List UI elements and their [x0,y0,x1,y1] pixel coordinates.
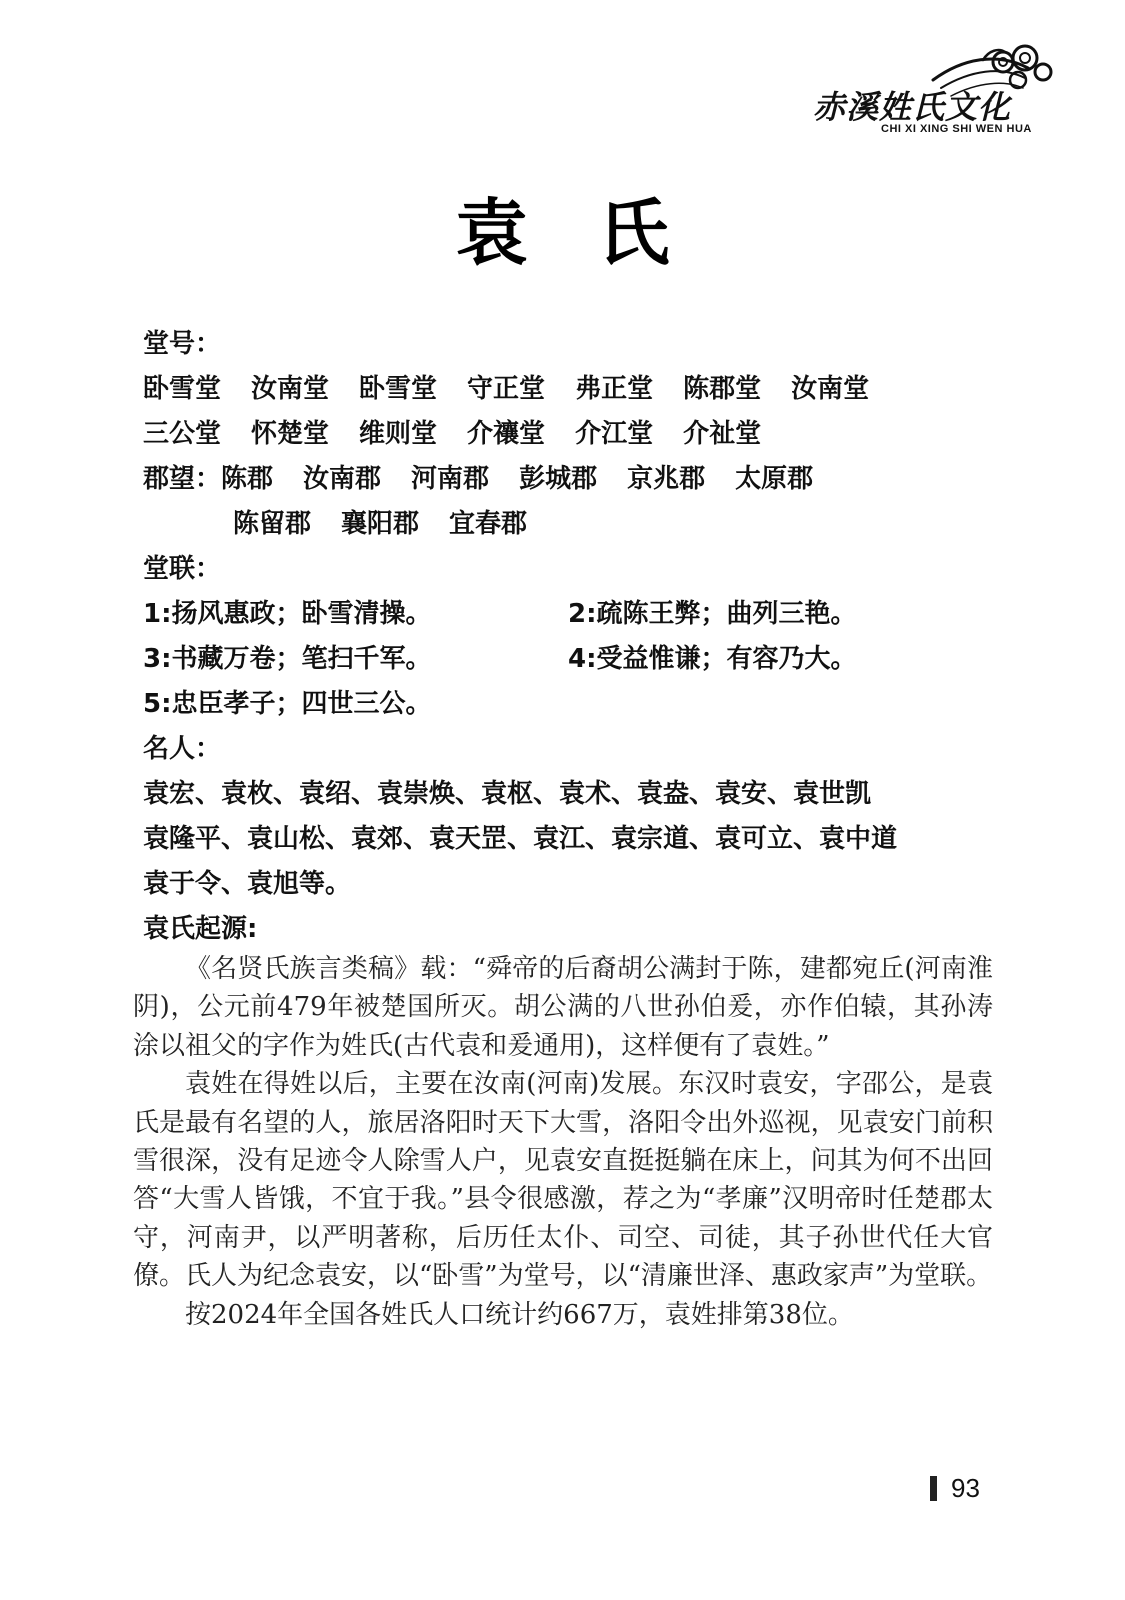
tanghao-item: 汝南堂 [251,374,330,404]
tanghao-item: 怀楚堂 [251,419,330,449]
mingren-line: 袁隆平、袁山松、袁郊、袁天罡、袁江、袁宗道、袁可立、袁中道 [143,824,898,854]
header-logo [813,40,1053,140]
tanghao-item: 守正堂 [467,374,546,404]
tanglian-item: 3:书藏万卷；笔扫千军。 [143,644,432,674]
junwang-item: 陈郡 [221,464,274,494]
junwang-item: 京兆郡 [627,464,706,494]
tanglian-row-1 [143,592,1023,637]
origin-paragraph: 按2024年全国各姓氏人口统计约667万，袁姓排第38位。 [185,1299,854,1330]
page-number [930,1473,980,1504]
info-section [143,322,1023,952]
tanghao-item: 汝南堂 [791,374,870,404]
mingren-line: 袁宏、袁枚、袁绍、袁崇焕、袁枢、袁术、袁盎、袁安、袁世凯 [143,779,872,809]
tanghao-item: 介祉堂 [683,419,762,449]
junwang-item: 陈留郡 [233,509,312,539]
page-number-text: 93 [951,1473,980,1503]
junwang-heading: 郡望： [143,464,222,494]
origin-paragraph: 《名贤氏族言类稿》载：“舜帝的后裔胡公满封于陈，建都宛丘(河南淮阴)，公元前479年被楚国所灭。胡公满的八世孙伯爰，亦作伯辕，其孙涛涂以祖父的字作为姓氏(古代袁和爰通用)，这样便有了袁姓。” [133,954,993,1061]
junwang-item: 河南郡 [411,464,490,494]
origin-heading: 袁氏起源: [143,914,258,944]
tanglian-row-3 [143,682,1023,727]
tanghao-row-2 [143,412,1023,457]
junwang-item: 宜春郡 [449,509,528,539]
origin-paragraph: 袁姓在得姓以后，主要在汝南(河南)发展。东汉时袁安，字邵公，是袁氏是最有名望的人，旅居洛阳时天下大雪，洛阳令出外巡视，见袁安门前积雪很深，没有足迹令人除雪人户，见袁安直挺挺躺在床上，问其为何不出回答“大雪人皆饿，不宜于我。”县令很感激，荐之为“孝廉”汉明帝时任楚郡太守，河南尹，以严明著称，后历任太仆、司空、司徒，其子孙世代任大官僚。氏人为纪念袁安，以“卧雪”为堂号，以“清廉世泽、惠政家声”为堂联。 [133,1069,993,1292]
tanghao-item: 介江堂 [575,419,654,449]
tanglian-item: 4:受益惟谦；有容乃大。 [568,644,857,674]
tanghao-item: 卧雪堂 [359,374,438,404]
junwang-item: 汝南郡 [303,464,382,494]
junwang-item: 太原郡 [735,464,814,494]
tanglian-item: 5:忠臣孝子；四世三公。 [143,689,432,719]
junwang-item: 彭城郡 [519,464,598,494]
page-title: 袁氏 [455,190,740,275]
tanghao-row-1 [143,367,1023,412]
tanghao-heading: 堂号： [143,329,222,359]
mingren-heading: 名人： [143,734,222,764]
tanghao-item: 陈郡堂 [683,374,762,404]
tanghao-item: 维则堂 [359,419,438,449]
tanghao-item: 卧雪堂 [143,374,222,404]
tanghao-item: 介禳堂 [467,419,546,449]
junwang-row-1 [143,457,1023,502]
junwang-row-2 [143,502,1023,547]
tanghao-item: 三公堂 [143,419,222,449]
mingren-line: 袁于令、袁旭等。 [143,869,352,899]
tanglian-heading: 堂联： [143,554,222,584]
logo-subtitle: CHI XI XING SHI WEN HUA [881,123,1032,135]
logo-title: 赤溪姓氏文化 [813,88,1012,126]
tanglian-item: 2:疏陈王弊；曲列三艳。 [568,599,857,629]
tanglian-item: 1:扬风惠政；卧雪清操。 [143,599,432,629]
junwang-item: 襄阳郡 [341,509,420,539]
page-marker-bar [930,1476,937,1501]
origin-body [133,950,993,1334]
tanghao-item: 弗正堂 [575,374,654,404]
tanglian-row-2 [143,637,1023,682]
